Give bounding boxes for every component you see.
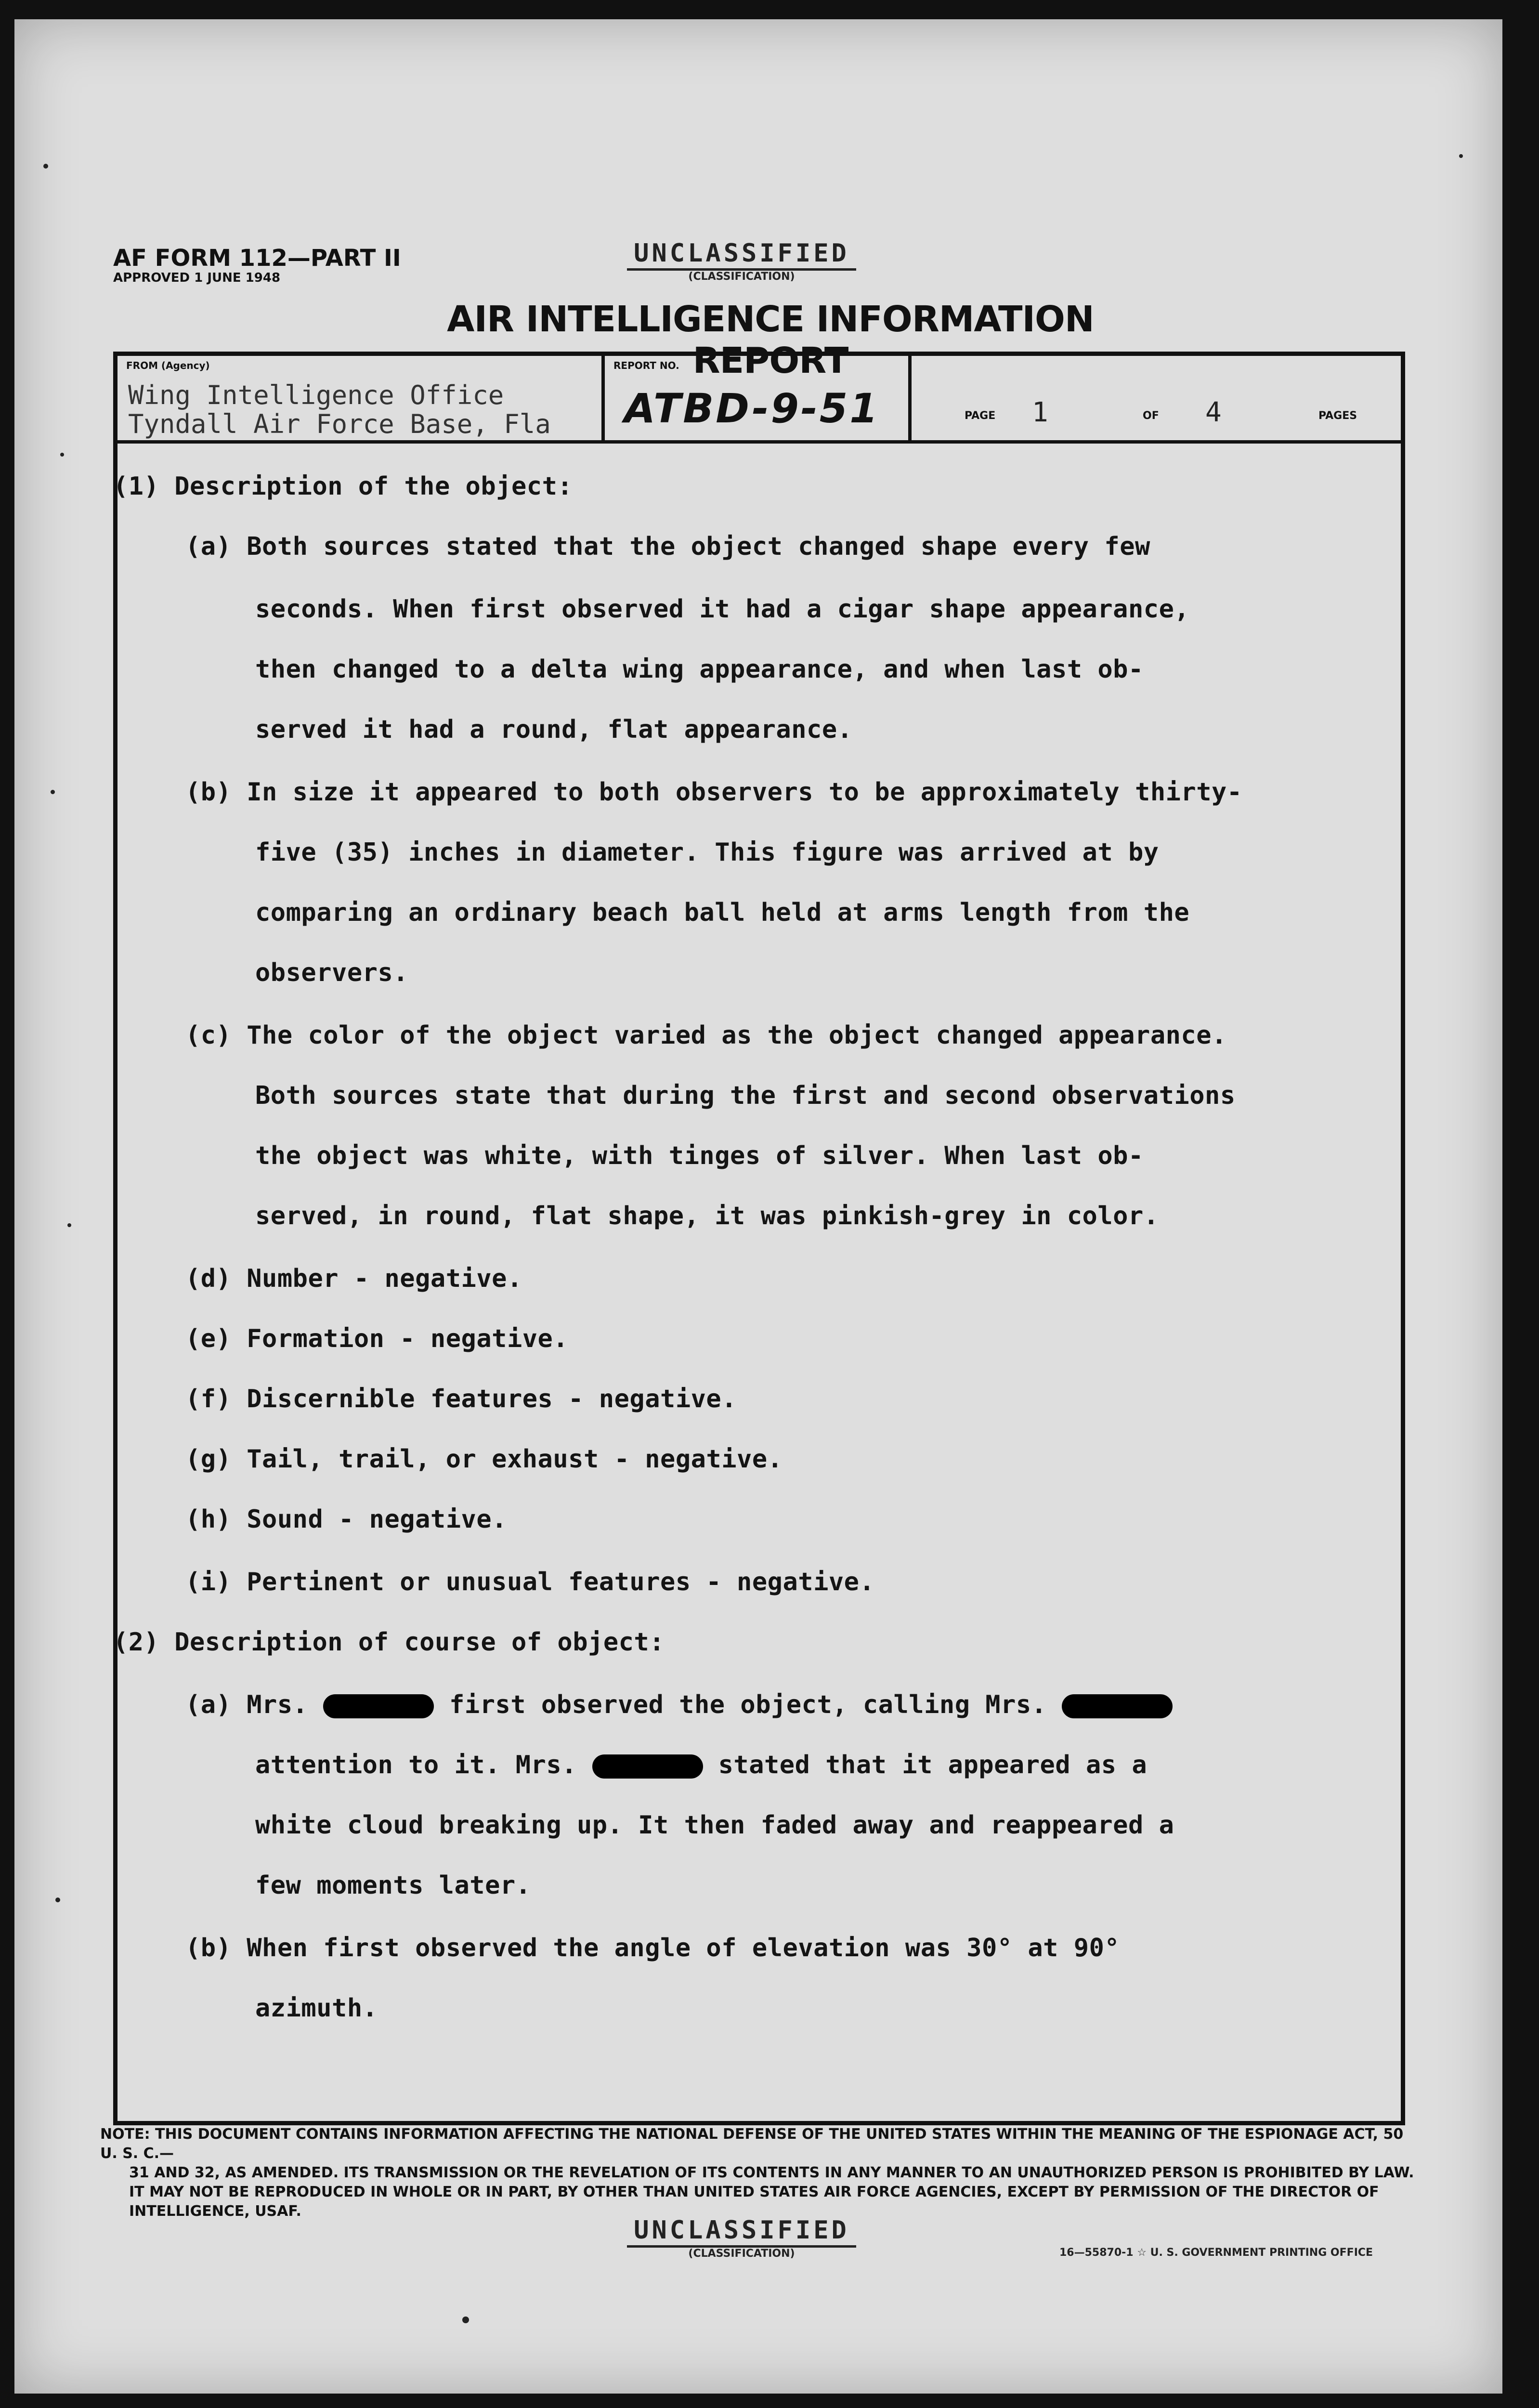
scan-speck xyxy=(51,790,55,794)
classification-caption: (CLASSIFICATION) xyxy=(688,271,795,283)
body-line: few moments later. xyxy=(255,1871,531,1900)
report-title: AIR INTELLIGENCE INFORMATION REPORT xyxy=(447,299,1094,381)
scan-speck xyxy=(55,1898,60,1902)
body-line: observers. xyxy=(255,958,409,987)
body-line: comparing an ordinary beach ball held at arms length from the xyxy=(255,898,1190,927)
body-line: (b) In size it appeared to both observers to be approximately thirty- xyxy=(185,778,1242,807)
section-1-heading: (1) Description of the object: xyxy=(113,472,573,501)
body-text: attention to it. Mrs. xyxy=(255,1751,577,1780)
document-page xyxy=(14,19,1502,2394)
header-row xyxy=(117,356,1401,444)
notice-line: INTELLIGENCE, USAF. xyxy=(129,2203,301,2220)
body-line xyxy=(185,1690,1173,1719)
body-line: (g) Tail, trail, or exhaust - negative. xyxy=(185,1445,783,1474)
body-line: (h) Sound - negative. xyxy=(185,1505,507,1534)
body-line: then changed to a delta wing appearance, and when last ob- xyxy=(255,655,1144,684)
form-number: AF FORM 112—PART II xyxy=(113,245,401,272)
form-number-block xyxy=(113,246,401,285)
body-line: served it had a round, flat appearance. xyxy=(255,715,853,744)
printer-mark: 16—55870-1 ☆ U. S. GOVERNMENT PRINTING OFFICE xyxy=(1059,2247,1373,2259)
scan-speck xyxy=(67,1223,71,1227)
page-number: 1 xyxy=(1032,397,1048,428)
body-line: the object was white, with tinges of silver. When last ob- xyxy=(255,1141,1144,1170)
redaction-mark xyxy=(323,1694,434,1718)
from-agency-line1: Wing Intelligence Office xyxy=(128,380,504,410)
redaction-mark xyxy=(592,1754,703,1779)
notice-line: IT MAY NOT BE REPRODUCED IN WHOLE OR IN PART, BY OTHER THAN UNITED STATES AIR FORCE AGENCIES, EXCEPT BY PERMISSION OF THE DIRECTOR OF xyxy=(129,2184,1379,2200)
body-line: Both sources state that during the first and second observations xyxy=(255,1081,1236,1110)
body-line: (e) Formation - negative. xyxy=(185,1324,569,1353)
body-text: first observed the object, calling Mrs. xyxy=(449,1690,1047,1719)
body-line: (c) The color of the object varied as the object changed appearance. xyxy=(185,1021,1227,1050)
from-label: FROM (Agency) xyxy=(126,360,210,371)
body-line xyxy=(255,1751,1147,1780)
scan-speck xyxy=(60,453,64,457)
from-cell xyxy=(117,356,605,440)
classification-marking: UNCLASSIFIED xyxy=(627,2215,856,2248)
scan-speck xyxy=(1459,154,1463,158)
body-line: served, in round, flat shape, it was pinkish-grey in color. xyxy=(255,1202,1159,1230)
classification-top xyxy=(592,238,891,283)
notice-line: 31 AND 32, AS AMENDED. ITS TRANSMISSION OR THE REVELATION OF ITS CONTENTS IN ANY MANNER TO AN UNAUTHORIZED PERSON IS PROHIBITED BY LAW. xyxy=(129,2164,1414,2181)
espionage-notice xyxy=(100,2125,1415,2221)
of-label: OF xyxy=(1143,410,1159,422)
body-text: (a) Mrs. xyxy=(185,1690,308,1719)
body-line: five (35) inches in diameter. This figure was arrived at by xyxy=(255,838,1159,867)
body-line: azimuth. xyxy=(255,1994,378,2023)
body-line: (d) Number - negative. xyxy=(185,1264,522,1293)
scan-speck xyxy=(43,164,48,169)
section-2-heading: (2) Description of course of object: xyxy=(113,1628,665,1657)
total-pages: 4 xyxy=(1205,397,1222,428)
scan-speck xyxy=(462,2316,469,2323)
report-number-cell xyxy=(605,356,912,440)
body-line: (f) Discernible features - negative. xyxy=(185,1385,737,1413)
body-line: white cloud breaking up. It then faded away and reappeared a xyxy=(255,1811,1174,1840)
body-line: seconds. When first observed it had a cigar shape appearance, xyxy=(255,595,1190,624)
pages-label: PAGES xyxy=(1318,410,1357,422)
report-number: ATBD-9-51 xyxy=(624,385,880,432)
body-line: (a) Both sources stated that the object changed shape every few xyxy=(185,532,1150,561)
classification-caption: (CLASSIFICATION) xyxy=(688,2248,795,2260)
report-number-label: REPORT NO. xyxy=(613,360,679,371)
redaction-mark xyxy=(1062,1694,1173,1718)
page-cell xyxy=(912,356,1401,440)
page-label: PAGE xyxy=(965,410,996,422)
body-line: (i) Pertinent or unusual features - negative. xyxy=(185,1568,875,1597)
body-text: stated that it appeared as a xyxy=(718,1751,1148,1780)
notice-line: NOTE: THIS DOCUMENT CONTAINS INFORMATION AFFECTING THE NATIONAL DEFENSE OF THE UNITED STATES WITHIN THE MEANING OF THE ESPIONAGE ACT, 50 U. S. C.— xyxy=(100,2126,1404,2162)
from-agency-line2: Tyndall Air Force Base, Fla xyxy=(128,409,551,439)
body-line: (b) When first observed the angle of elevation was 30° at 90° xyxy=(185,1934,1120,1963)
classification-bottom xyxy=(592,2215,891,2260)
classification-marking: UNCLASSIFIED xyxy=(627,238,856,271)
approval-date: APPROVED 1 JUNE 1948 xyxy=(113,271,281,285)
